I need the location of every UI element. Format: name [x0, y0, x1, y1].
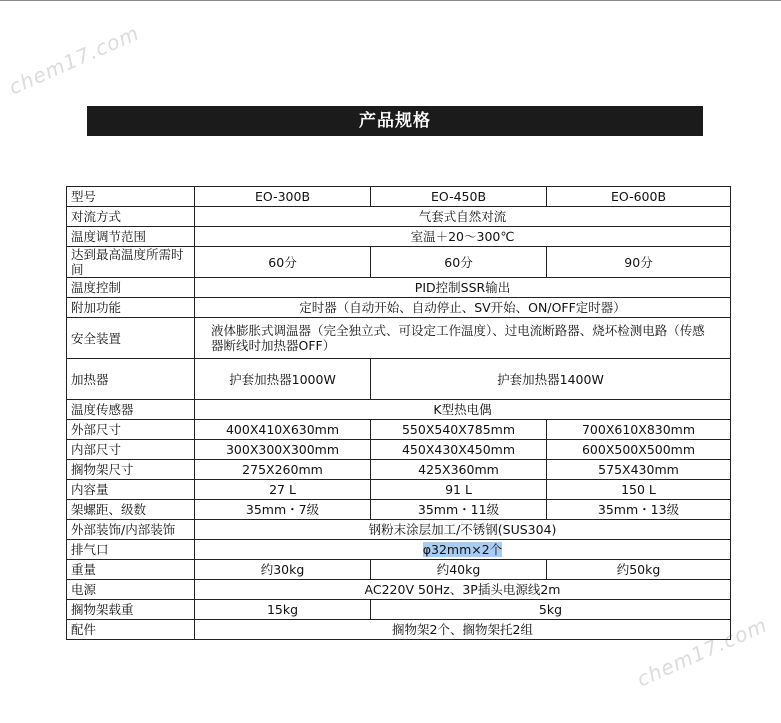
sensor-value: K型热电偶: [195, 400, 731, 420]
table-row-capacity: [67, 480, 731, 500]
row-label-finish: 外部装饰/内部装饰: [67, 520, 195, 540]
row-label-outer-size: 外部尺寸: [67, 420, 195, 440]
table-row-shelf-load: [67, 600, 731, 620]
shelf-load-cell-1: 15kg: [195, 600, 371, 620]
table-row-shelf-pitch: [67, 500, 731, 520]
table-row-temp-control: [67, 278, 731, 298]
outer-size-cell-2: 550X540X785mm: [371, 420, 547, 440]
row-label-power: 电源: [67, 580, 195, 600]
row-label-safety: 安全装置: [67, 318, 195, 359]
row-label-heatup-time: 达到最高温度所需时间: [67, 247, 195, 278]
row-label-temp-range: 温度调节范围: [67, 227, 195, 247]
row-label-shelf-load: 搁物架载重: [67, 600, 195, 620]
shelf-size-cell-2: 425X360mm: [371, 460, 547, 480]
heatup-time-cell-2: 60分: [371, 247, 547, 278]
heater-cell-2: 护套加热器1400W: [371, 359, 731, 400]
row-label-shelf-size: 搁物架尺寸: [67, 460, 195, 480]
heater-cell-1: 护套加热器1000W: [195, 359, 371, 400]
table-row-model: [67, 187, 731, 207]
table-row-exhaust: [67, 540, 731, 560]
shelf-size-cell-3: 575X430mm: [547, 460, 731, 480]
outer-size-cell-3: 700X610X830mm: [547, 420, 731, 440]
table-row-power: [67, 580, 731, 600]
shelf-pitch-cell-1: 35mm・7级: [195, 500, 371, 520]
row-label-convection: 对流方式: [67, 207, 195, 227]
row-label-heater: 加热器: [67, 359, 195, 400]
outer-size-cell-1: 400X410X630mm: [195, 420, 371, 440]
row-label-capacity: 内容量: [67, 480, 195, 500]
inner-size-cell-2: 450X430X450mm: [371, 440, 547, 460]
shelf-size-cell-1: 275X260mm: [195, 460, 371, 480]
table-row-convection: [67, 207, 731, 227]
power-value: AC220V 50Hz、3P插头电源线2m: [195, 580, 731, 600]
row-label-temp-control: 温度控制: [67, 278, 195, 298]
model-cell-2: EO-450B: [371, 187, 547, 207]
capacity-cell-2: 91 L: [371, 480, 547, 500]
heatup-time-cell-3: 90分: [547, 247, 731, 278]
accessories-value: 搁物架2个、搁物架托2组: [195, 620, 731, 640]
table-row-shelf-size: [67, 460, 731, 480]
safety-value: 液体膨胀式调温器（完全独立式、可设定工作温度）、过电流断路器、烧坏检测电路（传感器断线时加热器OFF）: [195, 318, 731, 359]
row-label-weight: 重量: [67, 560, 195, 580]
model-cell-1: EO-300B: [195, 187, 371, 207]
convection-value: 气套式自然对流: [195, 207, 731, 227]
top-divider-line: [0, 0, 781, 1]
table-row-finish: [67, 520, 731, 540]
heatup-time-cell-1: 60分: [195, 247, 371, 278]
finish-value: 钢粉末涂层加工/不锈钢(SUS304): [195, 520, 731, 540]
table-row-heatup-time: [67, 247, 731, 278]
shelf-pitch-cell-3: 35mm・13级: [547, 500, 731, 520]
exhaust-value-cell: [195, 540, 731, 560]
table-row-accessories: [67, 620, 731, 640]
temp-control-value: PID控制SSR输出: [195, 278, 731, 298]
weight-cell-1: 约30kg: [195, 560, 371, 580]
model-cell-3: EO-600B: [547, 187, 731, 207]
capacity-cell-3: 150 L: [547, 480, 731, 500]
spec-table: [66, 186, 731, 640]
table-row-weight: [67, 560, 731, 580]
table-row-temp-range: [67, 227, 731, 247]
table-row-safety: [67, 318, 731, 359]
row-label-exhaust: 排气口: [67, 540, 195, 560]
table-row-outer-size: [67, 420, 731, 440]
section-title-banner: 产品规格: [87, 106, 703, 136]
weight-cell-3: 约50kg: [547, 560, 731, 580]
row-label-model: 型号: [67, 187, 195, 207]
shelf-pitch-cell-2: 35mm・11级: [371, 500, 547, 520]
row-label-inner-size: 内部尺寸: [67, 440, 195, 460]
row-label-shelf-pitch: 架螺距、级数: [67, 500, 195, 520]
temp-range-value: 室温＋20～300℃: [195, 227, 731, 247]
row-label-accessories: 配件: [67, 620, 195, 640]
shelf-load-cell-2: 5kg: [371, 600, 731, 620]
table-row-inner-size: [67, 440, 731, 460]
weight-cell-2: 约40kg: [371, 560, 547, 580]
table-row-heater: [67, 359, 731, 400]
extra-func-value: 定时器（自动开始、自动停止、SV开始、ON/OFF定时器）: [195, 298, 731, 318]
inner-size-cell-1: 300X300X300mm: [195, 440, 371, 460]
exhaust-value-highlight[interactable]: φ32mm×2个: [422, 542, 503, 557]
inner-size-cell-3: 600X500X500mm: [547, 440, 731, 460]
watermark-top-left: chem17.com: [5, 20, 143, 100]
table-row-sensor: [67, 400, 731, 420]
watermark-bottom-right: chem17.com: [633, 612, 771, 692]
row-label-sensor: 温度传感器: [67, 400, 195, 420]
row-label-extra-func: 附加功能: [67, 298, 195, 318]
table-row-extra-func: [67, 298, 731, 318]
capacity-cell-1: 27 L: [195, 480, 371, 500]
